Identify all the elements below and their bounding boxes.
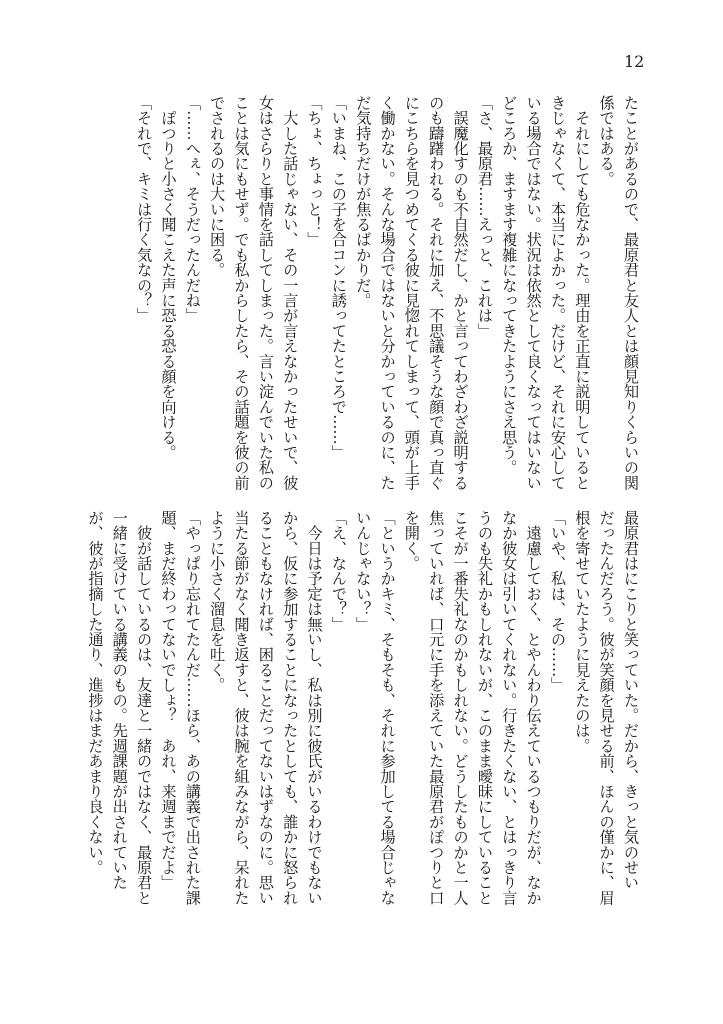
- upper-text-line: 「さ、最原君……えっと、これは」: [475, 95, 494, 339]
- lower-text-line: 根を寄せていたように見えたのは。: [573, 510, 592, 754]
- upper-text-line: たことがあるので、最原君と友人とは顔見知りくらいの関: [621, 95, 640, 491]
- upper-text-line: ぽつりと小さく聞こえた声に恐る恐る顔を向ける。: [159, 95, 178, 460]
- lower-text-line: 「やっぱり忘れてたんだ……ほら、あの講義で出された課: [183, 510, 202, 906]
- upper-text-line: だ気持ちだけが焦るばかりだ。: [354, 95, 373, 308]
- lower-tier: [83, 510, 643, 910]
- upper-text-line: 「いまね、この子を合コンに誘ってたところで……」: [329, 95, 348, 460]
- lower-text-line: 「いや、私は、その……」: [548, 510, 567, 693]
- lower-text-line: 今日は予定は無いし、私は別に彼氏がいるわけでもない: [305, 510, 324, 906]
- lower-text-line: から、仮に参加することになったとしても、誰かに怒られ: [281, 510, 300, 906]
- lower-text-line: 焦っていれば、口元に手を添えていた最原君がぽつりと口: [427, 510, 446, 906]
- lower-text-line: 「え、なんで？」: [329, 510, 348, 632]
- upper-text-line: でされるのは大いに困る。: [208, 95, 227, 278]
- lower-text-line: ることもなければ、困ることだってないはずなのに。思い: [256, 510, 275, 906]
- lower-text-line: ように小さく溜息を吐く。: [208, 510, 227, 693]
- upper-text-line: のも躊躇われる。それに加え、不思議そうな顔で真っ直ぐ: [427, 95, 446, 491]
- lower-text-line: 題、まだ終わってないでしょ？ あれ、来週までだよ」: [159, 510, 178, 890]
- upper-tier: [132, 95, 643, 495]
- lower-text-line: を開く。: [402, 510, 421, 571]
- lower-text-line: 遠慮しておく、とやんわり伝えているつもりだが、なか: [524, 510, 543, 906]
- upper-text-line: いる場合ではない。状況は依然として良くなってはいない: [524, 95, 543, 491]
- lower-text-line: なか彼女は引いてくれない。行きたくない、とはっきり言: [500, 510, 519, 906]
- page-number: 12: [624, 52, 645, 71]
- upper-text-line: きじゃなくて、本当によかった。だけど、それに安心して: [548, 95, 567, 491]
- upper-text-line: く働かない。そんな場合ではないと分かっているのに、た: [378, 95, 397, 491]
- lower-text-line: 最原君はにこりと笑っていた。だから、きっと気のせい: [621, 510, 640, 890]
- upper-text-line: どころか、ますます複雑になってきたようにさえ思う。: [500, 95, 519, 475]
- lower-text-line: 当たる節がなく聞き返すと、彼は腕を組みながら、呆れた: [232, 510, 251, 906]
- lower-text-line: うのも失礼かもしれないが、このまま曖昧にしていること: [475, 510, 494, 906]
- upper-text-line: 「……へぇ、そうだったんだね」: [183, 95, 202, 323]
- lower-text-line: 「というかキミ、そもそも、それに参加してる場合じゃな: [378, 510, 397, 906]
- lower-text-line: 一緒に受けている講義のもの。先週課題が出されていた: [110, 510, 129, 890]
- upper-text-line: 係ではある。: [597, 95, 616, 187]
- upper-text-line: 女はさらりと事情を話してしまった。言い淀んでいた私の: [256, 95, 275, 491]
- lower-text-line: 彼が話しているのは、友達と一緒のではなく、最原君と: [135, 510, 154, 906]
- lower-text-line: が、彼が指摘した通り、進捗はまだあまり良くない。: [86, 510, 105, 875]
- lower-text-line: こそが一番失礼なのかもしれない。どうしたものかと一人: [451, 510, 470, 906]
- upper-text-line: にこちらを見つめてくる彼に見惚れてしまって、頭が上手: [402, 95, 421, 491]
- upper-text-line: 「それで、キミは行く気なの？」: [135, 95, 154, 323]
- upper-text-line: 「ちょ、ちょっと！」: [305, 95, 324, 247]
- lower-text-line: だったんだろう。彼が笑顔を見せる前、ほんの僅かに、眉: [597, 510, 616, 906]
- upper-text-line: 大した話じゃない、その一言が言えなかったせいで、彼: [281, 95, 300, 491]
- lower-text-line: いんじゃない？」: [354, 510, 373, 632]
- upper-text-line: ことは気にもせず。でも私からしたら、その話題を彼の前: [232, 95, 251, 491]
- upper-text-line: それにしても危なかった。理由を正直に説明していると: [573, 95, 592, 491]
- upper-text-line: 誤魔化すのも不自然だし、かと言ってわざわざ説明する: [451, 95, 470, 491]
